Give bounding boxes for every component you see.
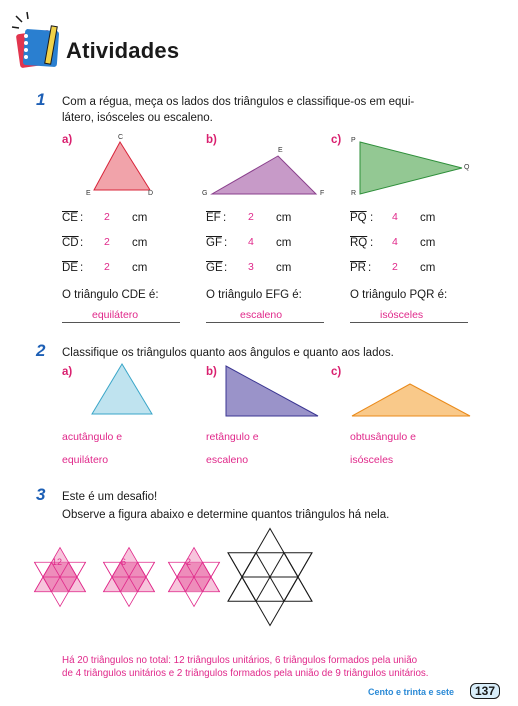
star-1-label: 12: [52, 557, 63, 567]
q2-part-a-label: a): [62, 366, 73, 378]
q2-a-answer: acutângulo e: [62, 431, 123, 443]
star-4-down-triangle: [228, 553, 312, 626]
seg-gf: $\overline{GF}$: [206, 237, 222, 249]
page-number: 137: [470, 683, 500, 699]
vertex-g: G: [202, 190, 208, 197]
triangle-efg: [204, 146, 324, 202]
seg-rq-value: 4: [392, 236, 398, 248]
q1-part-a-label: a): [62, 134, 73, 146]
q1-a-question: O triângulo CDE é:: [62, 289, 159, 301]
unit: cm: [276, 212, 292, 224]
q1-part-b-label: b): [206, 134, 217, 146]
unit: cm: [420, 237, 436, 249]
question-1-text: Com a régua, meça os lados dos triângulos e classifique-os em equi-: [62, 96, 415, 108]
seg-ef: $\overline{EF}$: [206, 212, 221, 224]
seg-pq: $\overline{PQ}$: [350, 212, 367, 224]
star-2-label: 6: [121, 557, 127, 567]
question-2-number: 2: [36, 341, 46, 360]
seg-de: $\overline{DE}$: [62, 262, 78, 274]
q2-part-c-label: c): [331, 366, 342, 378]
question-1-number: 1: [36, 90, 46, 109]
question-1-text-cont: látero, isósceles ou escaleno.: [62, 112, 213, 124]
unit: cm: [132, 262, 148, 274]
seg-ce: $\overline{CE}$: [62, 212, 78, 224]
q2-b-answer: retângulo e: [206, 431, 259, 443]
answer-line: [206, 322, 324, 323]
triangle-acute-equilateral: [88, 360, 158, 420]
triangle-right-scalene: [222, 364, 322, 420]
unit: cm: [132, 237, 148, 249]
star-figures: [0, 525, 518, 645]
question-3-number: 3: [36, 485, 46, 504]
q1-c-question: O triângulo PQR é:: [350, 289, 448, 301]
star-4-up-triangle: [228, 529, 312, 602]
q2-b-answer-2: escaleno: [206, 454, 249, 466]
question-2-text: Classifique os triângulos quanto aos ângulos e quanto aos lados.: [62, 347, 394, 359]
star-4-grid-line: [242, 577, 256, 601]
seg-rq: $\overline{RQ}$: [350, 237, 368, 249]
vertex-d: D: [148, 190, 154, 197]
q1-part-c-label: c): [331, 134, 342, 146]
vertex-e: E: [86, 190, 91, 197]
q2-a-answer-2: equilátero: [62, 454, 109, 466]
question-3-text: Este é um desafio!: [62, 491, 158, 503]
q1-c-answer: isósceles: [380, 309, 424, 321]
vertex-r: R: [351, 190, 357, 197]
answer-line: [62, 322, 180, 323]
unit: cm: [276, 262, 292, 274]
star-4-grid-line: [242, 553, 256, 577]
notebook-pencil-icon: [10, 10, 70, 72]
seg-ce-value: 2: [104, 211, 110, 223]
q2-c-answer-2: isósceles: [350, 454, 394, 466]
star-4-grid-line: [284, 577, 298, 601]
q1-a-answer: equilátero: [92, 309, 139, 321]
star-3-label: 2: [186, 557, 192, 567]
triangle-pqr: [350, 134, 470, 200]
seg-pr-value: 2: [392, 261, 398, 273]
seg-cd-value: 2: [104, 236, 110, 248]
q3-answer-line1: Há 20 triângulos no total: 12 triângulos unitários, 6 triângulos formados pela união: [62, 655, 418, 666]
vertex-c: C: [118, 134, 124, 141]
seg-pr: $\overline{PR}$: [350, 262, 366, 274]
vertex-e2: E: [278, 147, 283, 154]
q2-c-answer: obtusângulo e: [350, 431, 416, 443]
triangle-obtuse-isosceles: [348, 380, 474, 420]
question-3-text-cont: Observe a figura abaixo e determine quantos triângulos há nela.: [62, 509, 390, 521]
q2-part-b-label: b): [206, 366, 217, 378]
seg-gf-value: 4: [248, 236, 254, 248]
q3-answer-line2: de 4 triângulos unitários e 2 triângulos formados pela união de 9 triângulos unitários.: [62, 668, 429, 679]
seg-de-value: 2: [104, 261, 110, 273]
seg-ge-value: 3: [248, 261, 254, 273]
q1-b-answer: escaleno: [240, 309, 283, 321]
seg-ef-value: 2: [248, 211, 254, 223]
unit: cm: [132, 212, 148, 224]
section-title: Atividades: [66, 38, 180, 63]
q1-b-question: O triângulo EFG é:: [206, 289, 302, 301]
footer-page-words: Cento e trinta e sete: [368, 687, 455, 697]
vertex-f: F: [320, 190, 325, 197]
vertex-p: P: [351, 137, 356, 144]
seg-ge: $\overline{GE}$: [206, 262, 223, 274]
unit: cm: [420, 212, 436, 224]
answer-line: [350, 322, 468, 323]
vertex-q: Q: [464, 164, 470, 171]
star-4-grid-line: [284, 553, 298, 577]
seg-cd: $\overline{CD}$: [62, 237, 79, 249]
seg-pq-value: 4: [392, 211, 398, 223]
unit: cm: [276, 237, 292, 249]
unit: cm: [420, 262, 436, 274]
